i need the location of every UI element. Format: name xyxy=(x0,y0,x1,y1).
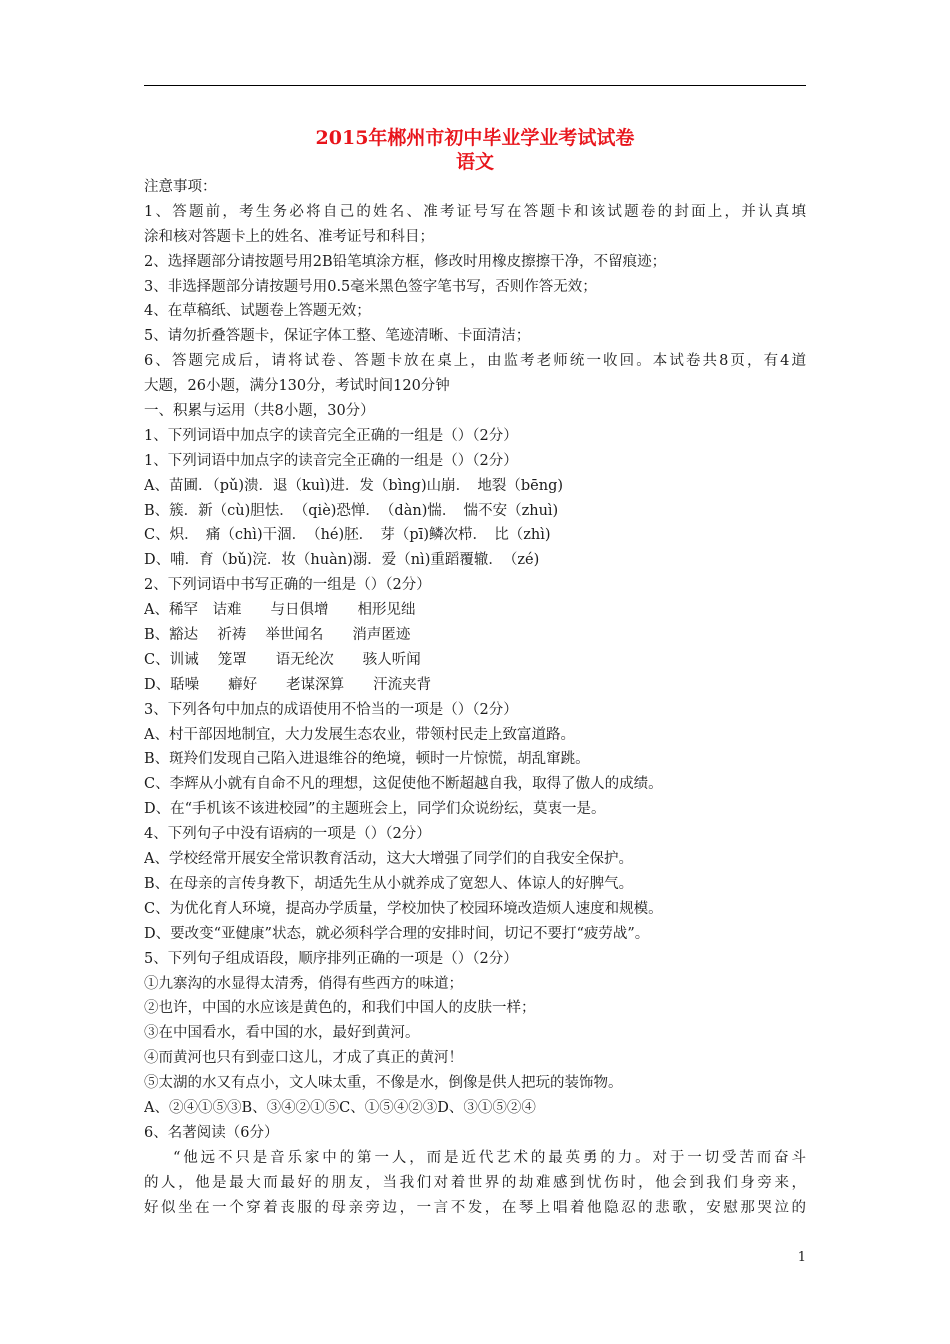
text-line: B、在母亲的言传身教下，胡适先生从小就养成了宽恕人、体谅人的好脾气。 xyxy=(144,875,634,892)
text-line: 6、答题完成后，请将试卷、答题卡放在桌上，由监考老师统一收回。本试卷共8页，有4道 xyxy=(144,353,806,370)
text-line: 注意事项： xyxy=(144,179,217,195)
exam-subtitle: 语文 xyxy=(455,151,494,173)
text-line: “他远不只是音乐家中的第一人，而是近代艺术的最英勇的力。对于一切受苦而奋斗 xyxy=(173,1149,806,1166)
text-line: 一、积累与运用（共8小题，30分） xyxy=(144,403,375,420)
exam-title: 2015年郴州市初中毕业学业考试试卷 xyxy=(315,127,635,149)
text-line: B、豁达 祈祷 举世闻名 消声匿迹 xyxy=(144,627,411,644)
text-line: D、在“手机该不该进校园”的主题班会上，同学们众说纷纭，莫衷一是。 xyxy=(144,801,606,818)
text-line: 好似坐在一个穿着丧服的母亲旁边，一言不发，在琴上唱着他隐忍的悲歌，安慰那哭泣的 xyxy=(144,1199,806,1216)
text-line: C、训诫 笼罩 语无纶次 骇人听闻 xyxy=(144,651,421,668)
text-line: D、要改变“亚健康”状态，就必须科学合理的安排时间，切记不要打“疲劳战”。 xyxy=(144,925,650,942)
text-line: D、哺．育（bǔ)浣．妆（huàn)溺．爱（nì)重蹈覆辙． （zé) xyxy=(144,552,540,569)
text-line: 涂和核对答题卡上的姓名、准考证号和科目； xyxy=(144,228,434,245)
page-number: 1 xyxy=(797,1250,806,1265)
text-line: A、②④①⑤③B、③④②①⑤C、①⑤④②③D、③①⑤②④ xyxy=(144,1099,536,1116)
text-line: ②也许，中国的水应该是黄色的，和我们中国人的皮肤一样； xyxy=(144,1000,536,1017)
text-line: 5、下列句子组成语段，顺序排列正确的一项是（）（2分） xyxy=(144,950,518,967)
text-line: B、斑羚们发现自己陷入进退维谷的绝境，顿时一片惊慌，胡乱窜跳。 xyxy=(144,751,590,768)
text-line: 大题，26小题，满分130分，考试时间120分钟 xyxy=(144,378,450,395)
text-line: 1、答题前，考生务必将自己的姓名、准考证号写在答题卡和该试题卷的封面上，并认真填 xyxy=(144,203,806,220)
text-line: C、炽． 痛（chì)干涸． （hé)胚． 芽（pī)鳞次栉． 比（zhì) xyxy=(144,527,551,544)
text-line: 4、下列句子中没有语病的一项是（）（2分） xyxy=(144,826,431,843)
text-line: C、李辉从小就有自命不凡的理想，这促使他不断超越自我，取得了傲人的成绩。 xyxy=(144,776,663,793)
text-line: 3、非选择题部分请按题号用0.5毫米黑色签字笔书写，否则作答无效； xyxy=(144,278,597,295)
text-line: 1、下列词语中加点字的读音完全正确的一组是（）（2分） xyxy=(144,452,518,469)
text-line: 1、下列词语中加点字的读音完全正确的一组是（）（2分） xyxy=(144,427,518,444)
text-line: A、学校经常开展安全常识教育活动，这大大增强了同学们的自我安全保护。 xyxy=(144,851,633,868)
text-line: ④而黄河也只有到壶口这儿，才成了真正的黄河！ xyxy=(144,1050,463,1067)
text-line: B、簇．新（cù)胆怯． （qiè)恐惮． （dàn)惴． 惴不安（zhuì) xyxy=(144,502,559,519)
text-line: A、苗圃．（pǔ)溃．退（kuì)进．发（bìng)山崩． 地裂（bēng) xyxy=(144,477,564,494)
text-line: 5、请勿折叠答题卡，保证字体工整、笔迹清晰、卡面清洁； xyxy=(144,328,531,345)
text-line: A、村干部因地制宜，大力发展生态农业，带领村民走上致富道路。 xyxy=(144,726,575,743)
header-rule xyxy=(144,85,806,86)
text-line: ①九寨沟的水显得太清秀，俏得有些西方的味道； xyxy=(144,975,463,992)
text-line: 的人，他是最大而最好的朋友，当我们对着世界的劫难感到忧伤时，他会到我们身旁来， xyxy=(144,1174,806,1191)
text-line: 4、在草稿纸、试题卷上答题无效； xyxy=(144,303,371,320)
text-line: 3、下列各句中加点的成语使用不恰当的一项是（）（2分） xyxy=(144,701,518,718)
text-line: 6、名著阅读（6分） xyxy=(144,1124,279,1141)
exam-body xyxy=(144,175,806,1220)
text-line: D、聒噪 癖好 老谋深算 汗流夹背 xyxy=(144,676,432,693)
text-line: A、稀罕 诘难 与日俱增 相形见绌 xyxy=(144,602,416,619)
text-line: ③在中国看水，看中国的水，最好到黄河。 xyxy=(144,1025,420,1042)
text-line: 2、选择题部分请按题号用2B铅笔填涂方框，修改时用橡皮擦擦干净，不留痕迹； xyxy=(144,253,667,270)
text-line: 2、下列词语中书写正确的一组是（）（2分） xyxy=(144,577,431,594)
text-line: ⑤太湖的水又有点小，文人味太重，不像是水，倒像是供人把玩的装饰物。 xyxy=(144,1075,623,1092)
text-line: C、为优化育人环境，提高办学质量，学校加快了校园环境改造烦人速度和规模。 xyxy=(144,900,663,917)
